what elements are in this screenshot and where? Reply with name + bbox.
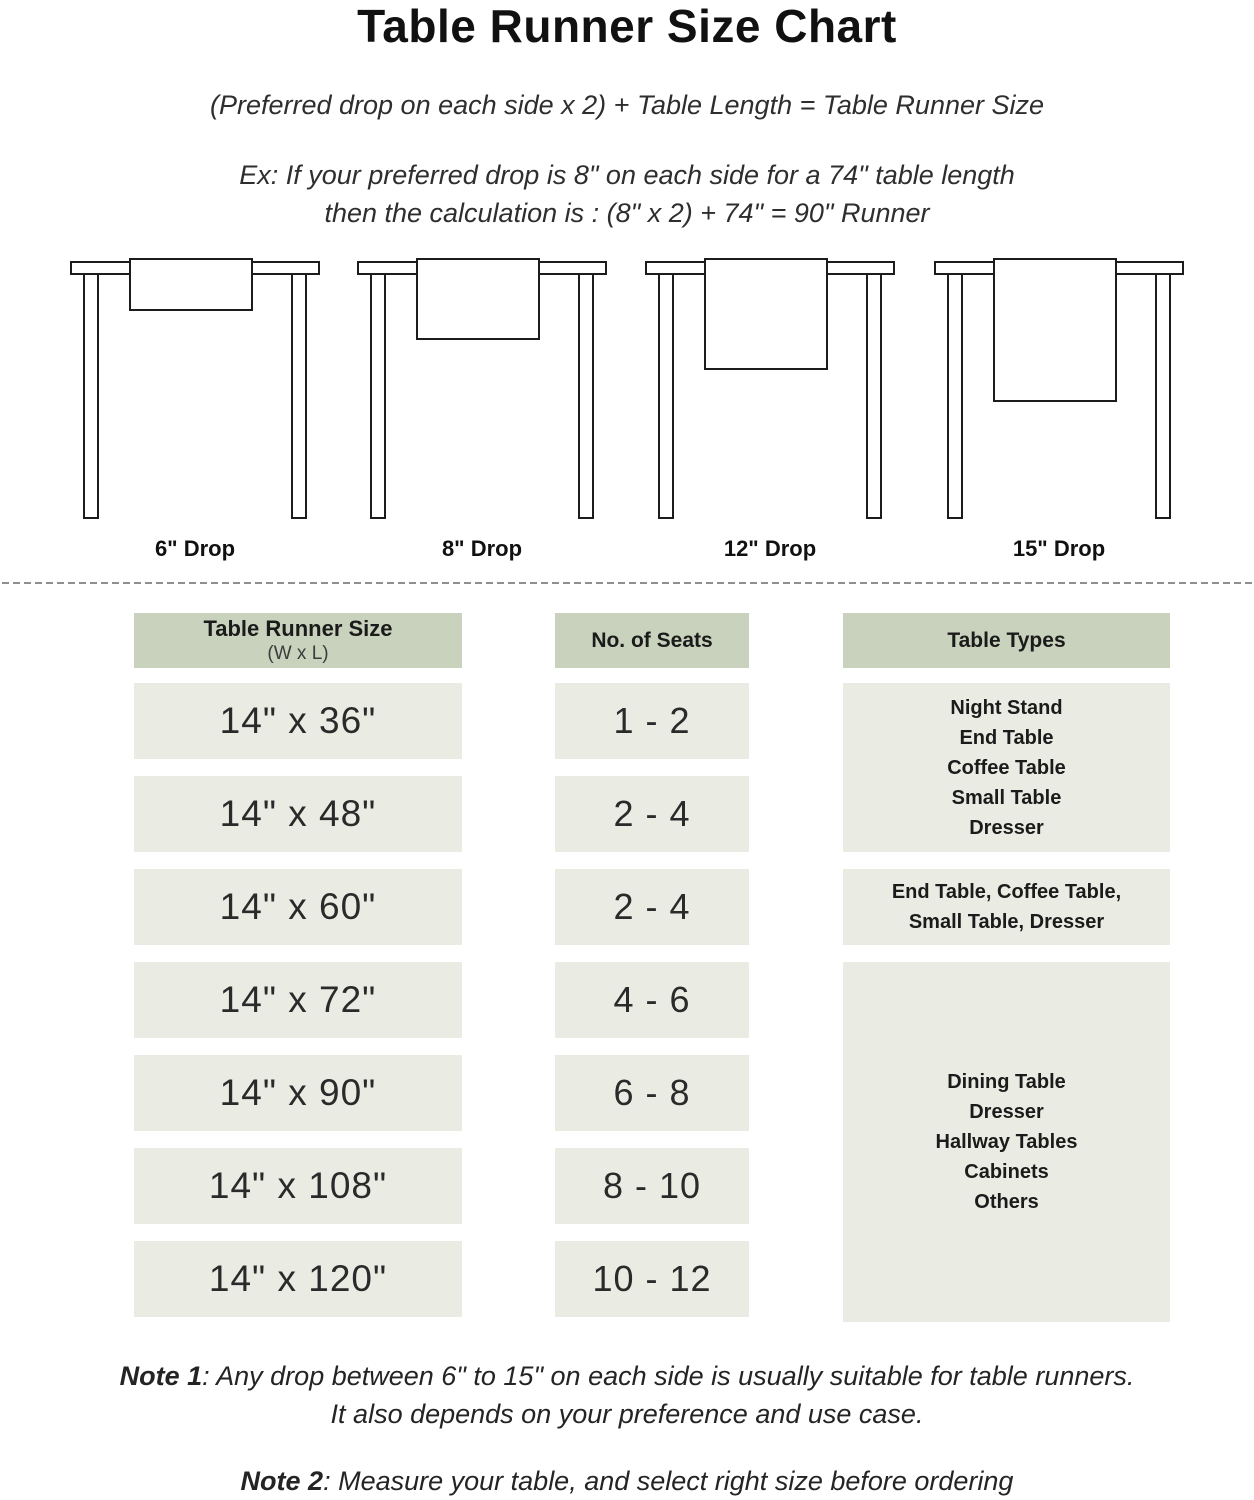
table-leg-icon: [83, 273, 99, 519]
example-line-2: then the calculation is : (8" x 2) + 74" = 90" Runner: [324, 198, 930, 228]
size-cell: 14" x 72": [134, 962, 462, 1038]
drop-label: 8" Drop: [441, 536, 523, 561]
table-types-cell-large: Dining Table Dresser Hallway Tables Cabinets Others: [843, 962, 1170, 1322]
table-leg-icon: [866, 273, 882, 519]
drop-label: 15" Drop: [1012, 536, 1106, 561]
table-types-cell-medium: End Table, Coffee Table, Small Table, Dresser: [843, 869, 1170, 945]
table-diagram-12-drop: [645, 258, 895, 570]
note-2-text: : Measure your table, and select right size before ordering: [323, 1466, 1014, 1496]
note-1-text: : Any drop between 6" to 15" on each side is usually suitable for table runners.: [202, 1361, 1135, 1391]
seats-cell: 10 - 12: [555, 1241, 749, 1317]
table-leg-icon: [291, 273, 307, 519]
table-leg-icon: [578, 273, 594, 519]
size-cell: 14" x 90": [134, 1055, 462, 1131]
runner-drape-icon: [704, 258, 828, 370]
runner-drape-icon: [416, 258, 540, 340]
size-cell: 14" x 60": [134, 869, 462, 945]
note-2: [0, 1466, 1254, 1497]
table-diagram-8-drop: [357, 258, 607, 570]
header-table-types: Table Types: [843, 613, 1170, 668]
table-leg-icon: [1155, 273, 1171, 519]
note-1-label: Note 1: [119, 1361, 203, 1391]
size-cell: 14" x 48": [134, 776, 462, 852]
header-runner-size: [134, 613, 462, 668]
seats-cell: 1 - 2: [555, 683, 749, 759]
drop-label: 6" Drop: [154, 536, 236, 561]
seats-cell: 8 - 10: [555, 1148, 749, 1224]
example-line-1: Ex: If your preferred drop is 8" on each side for a 74" table length: [239, 160, 1015, 190]
seats-cell: 6 - 8: [555, 1055, 749, 1131]
header-runner-size-subtitle: (W x L): [267, 643, 329, 664]
size-cell: 14" x 108": [134, 1148, 462, 1224]
runner-drape-icon: [129, 258, 253, 311]
formula-text: (Preferred drop on each side x 2) + Table Length = Table Runner Size: [209, 90, 1045, 120]
table-types-cell-small: Night Stand End Table Coffee Table Small Table Dresser: [843, 683, 1170, 852]
drop-label: 12" Drop: [723, 536, 817, 561]
table-leg-icon: [370, 273, 386, 519]
size-cell: 14" x 36": [134, 683, 462, 759]
seats-cell: 2 - 4: [555, 869, 749, 945]
dashed-divider: [2, 582, 1252, 584]
note-1-line-2: It also depends on your preference and use case.: [330, 1399, 924, 1429]
note-2-label: Note 2: [240, 1466, 324, 1496]
header-runner-size-title: Table Runner Size: [203, 616, 393, 641]
runner-drape-icon: [993, 258, 1117, 402]
table-leg-icon: [947, 273, 963, 519]
seats-cell: 2 - 4: [555, 776, 749, 852]
seats-cell: 4 - 6: [555, 962, 749, 1038]
size-cell: 14" x 120": [134, 1241, 462, 1317]
page-title: Table Runner Size Chart: [357, 0, 897, 52]
table-leg-icon: [658, 273, 674, 519]
table-diagram-6-drop: [70, 258, 320, 570]
header-seats: No. of Seats: [555, 613, 749, 668]
table-diagram-15-drop: [934, 258, 1184, 570]
note-1-line-1: [0, 1361, 1254, 1392]
